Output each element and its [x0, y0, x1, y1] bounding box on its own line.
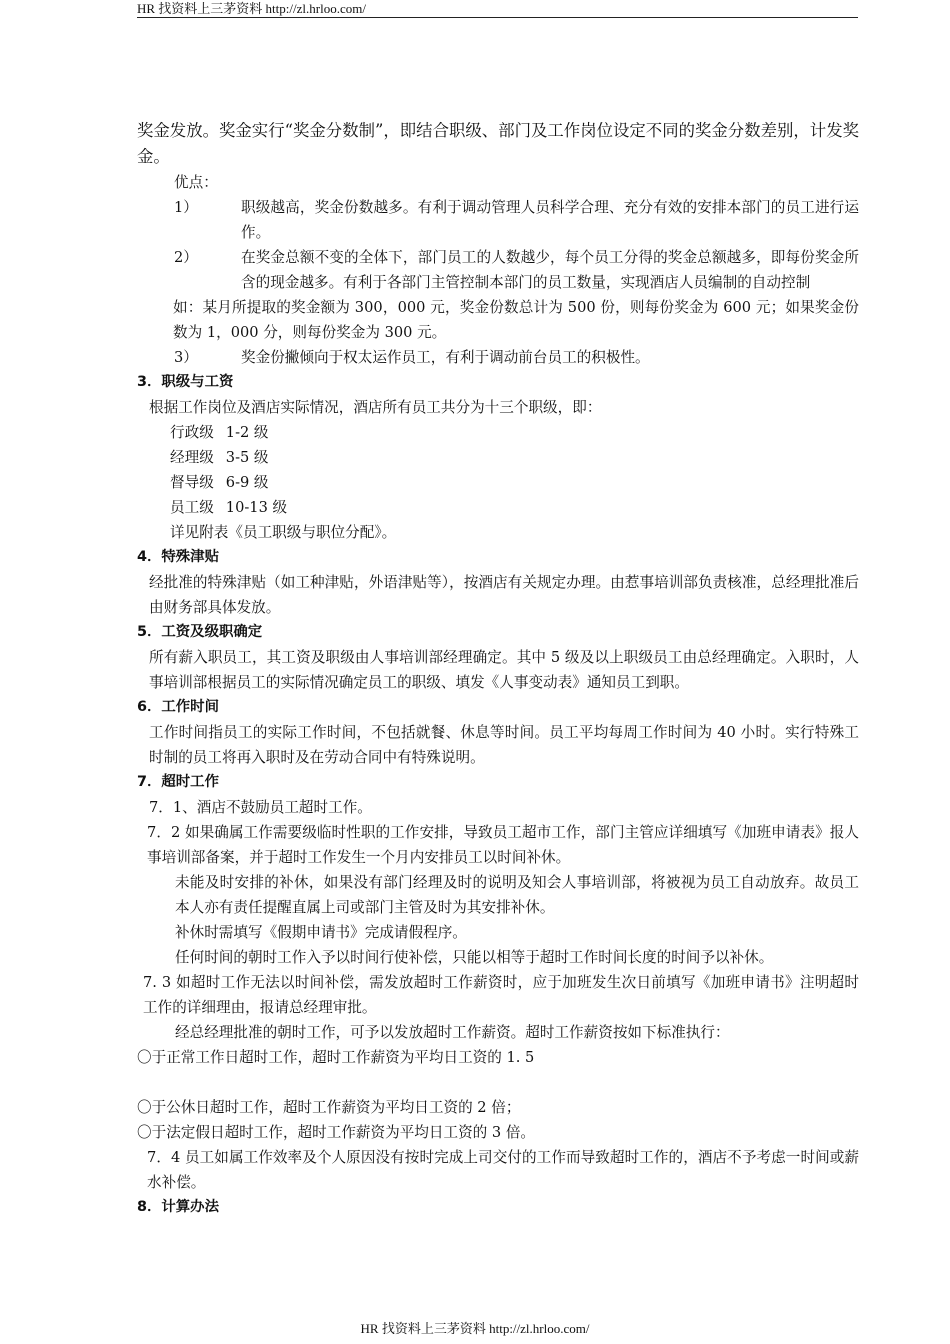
grades-lead: 根据工作岗位及酒店实际情况，酒店所有员工共分为十三个职级，即： — [149, 399, 602, 416]
grades-note: 详见附表《员工职级与职位分配》。 — [170, 524, 397, 541]
section-title: 4．特殊津贴 — [137, 549, 219, 565]
overtime-rate: 〇于正常工作日超时工作，超时工作薪资为平均日工资的 1. 5 — [137, 1049, 535, 1066]
header-divider — [137, 17, 858, 18]
advantage-item-1 — [137, 195, 859, 245]
overtime-clause: 7．4 员工如属工作效率及个人原因没有按时完成上司交付的工作而导致超时工作的，酒店不予考虑一时间或薪水补偿。 — [147, 1149, 859, 1191]
grade-row — [137, 495, 859, 520]
page-header: HR 找资料上三茅资料 http://zl.hrloo.com/ — [137, 1, 366, 16]
advantage-item-text: 职级越高，奖金份数越多。有利于调动管理人员科学合理、充分有效的安排本部门的员工进行运作。 — [241, 199, 859, 241]
overtime-clause: 补休时需填写《假期申请书》完成请假程序。 — [175, 924, 467, 941]
advantage-item-text: 奖金份撇倾向于权太运作员工，有利于调动前台员工的积极性。 — [241, 349, 650, 366]
overtime-clause: 7. 3 如超时工作无法以时间补偿，需发放超时工作薪资时，应于加班发生次日前填写《加班申请书》注明超时工作的详细理由，报请总经理审批。 — [143, 974, 859, 1016]
advantage-item-2 — [137, 245, 859, 295]
section-text: 所有薪入职员工，其工资及职级由人事培训部经理确定。其中 5 级及以上职级员工由总经理确定。入职时，人事培训部根据员工的实际情况确定员工的职级、填发《人事变动表》通知员工到职。 — [149, 649, 859, 691]
overtime-clause: 7．1、酒店不鼓励员工超时工作。 — [149, 799, 372, 816]
section-title: 3．职级与工资 — [137, 374, 234, 390]
grade-range: 1-2 级 — [225, 424, 269, 441]
grade-range: 6-9 级 — [225, 474, 269, 491]
intro-paragraph: 奖金发放。奖金实行“奖金分数制”，即结合职级、部门及工作岗位设定不同的奖金分数差别，计发奖金。 — [137, 121, 859, 166]
advantage-item-number: 3） — [174, 349, 198, 366]
grade-name: 员工级 — [170, 499, 214, 516]
overtime-rate: 〇于法定假日超时工作，超时工作薪资为平均日工资的 3 倍。 — [137, 1124, 536, 1141]
grade-range: 10-13 级 — [225, 499, 288, 516]
advantage-item-number: 2） — [174, 249, 198, 266]
overtime-clause: 任何时间的朝时工作入予以时间行使补偿，只能以相等于超时工作时间长度的时间予以补休。 — [175, 949, 774, 966]
section-text: 工作时间指员工的实际工作时间，不包括就餐、休息等时间。员工平均每周工作时间为 40 小时。实行特殊工时制的员工将再入职时及在劳动合同中有特殊说明。 — [149, 724, 859, 766]
advantage-item-text: 在奖金总额不变的全体下，部门员工的人数越少，每个员工分得的奖金总额越多，即每份奖金所含的现金越多。有利于各部门主管控制本部门的员工数量，实现酒店人员编制的自动控制 — [241, 249, 859, 291]
grade-row — [137, 445, 859, 470]
document-body — [137, 118, 859, 1220]
overtime-clause: 经总经理批准的朝时工作，可予以发放超时工作薪资。超时工作薪资按如下标准执行： — [175, 1024, 730, 1041]
grade-name: 行政级 — [170, 424, 214, 441]
blank-line — [137, 1070, 859, 1095]
advantages-label: 优点： — [174, 174, 218, 191]
section-title: 7．超时工作 — [137, 774, 219, 790]
overtime-rate: 〇于公休日超时工作，超时工作薪资为平均日工资的 2 倍； — [137, 1099, 521, 1116]
overtime-clause: 7．2 如果确属工作需要级临时性职的工作安排，导致员工超市工作，部门主管应详细填写《加班申请表》报人事培训部备案，并于超时工作发生一个月内安排员工以时间补休。 — [147, 824, 859, 866]
section-title: 6．工作时间 — [137, 699, 219, 715]
bonus-example: 如：某月所提取的奖金额为 300，000 元，奖金份数总计为 500 份，则每份奖金为 600 元；如果奖金份数为 1，000 分，则每份奖金为 300 元。 — [173, 299, 859, 341]
grade-name: 督导级 — [170, 474, 214, 491]
advantage-item-number: 1） — [174, 199, 198, 216]
overtime-clause: 未能及时安排的补休，如果没有部门经理及时的说明及知会人事培训部，将被视为员工自动放弃。故员工本人亦有责任提醒直属上司或部门主管及时为其安排补休。 — [175, 874, 859, 916]
advantage-item-3 — [137, 345, 859, 370]
grade-name: 经理级 — [170, 449, 214, 466]
section-title: 5．工资及级职确定 — [137, 624, 263, 640]
grade-range: 3-5 级 — [225, 449, 269, 466]
grade-row — [137, 420, 859, 445]
section-text: 经批准的特殊津贴（如工种津贴，外语津贴等），按酒店有关规定办理。由惹事培训部负责核准，总经理批准后由财务部具体发放。 — [149, 574, 859, 616]
page-footer: HR 找资料上三茅资料 http://zl.hrloo.com/ — [360, 1321, 590, 1336]
grade-row — [137, 470, 859, 495]
section-title: 8．计算办法 — [137, 1199, 219, 1215]
